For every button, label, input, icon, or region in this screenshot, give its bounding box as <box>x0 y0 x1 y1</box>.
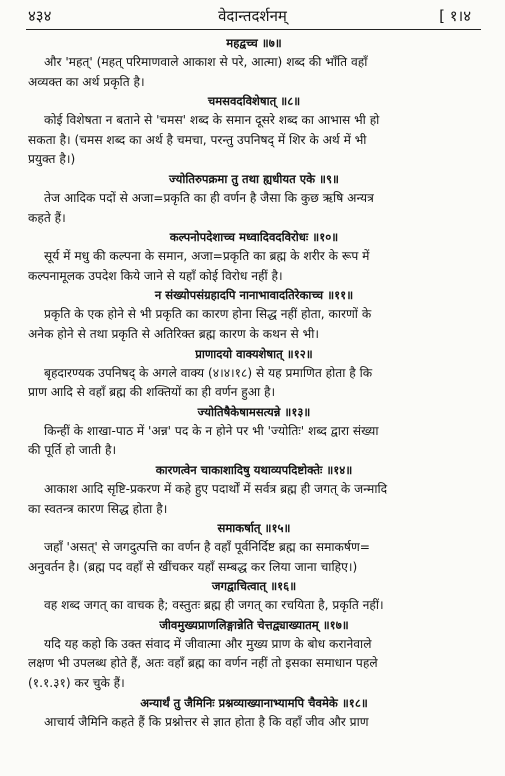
commentary-paragraph <box>28 713 480 733</box>
running-title: वेदान्तदर्शनम् <box>218 7 287 25</box>
text-line: यदि यह कहो कि उक्त संवाद में जीवात्मा और मुख्य प्राण के बोध करानेवाले <box>44 636 372 651</box>
sutra-heading: कल्पनोपदेशाच्च मध्वादिवदविरोधः ॥१०॥ <box>169 230 339 245</box>
sutra-heading: चमसवदविशेषात् ॥८॥ <box>207 94 301 109</box>
text-line: जहाँ 'असत्' से जगदुत्पत्ति का वर्णन है वहाँ पूर्वनिर्दिष्ट ब्रह्म का समाकर्षण= <box>44 540 370 555</box>
sutra-heading: महद्वच्च ॥७॥ <box>226 36 282 50</box>
text-line: कल्पनामूलक उपदेश किये जाने से यहाँ कोई विरोध नहीं है। <box>28 268 283 283</box>
commentary-paragraph <box>28 422 480 461</box>
text-line: का स्वतन्त्र कारण सिद्ध होता है। <box>28 501 168 516</box>
text-line: वह शब्द जगत् का वाचक है; वस्तुतः ब्रह्म ही जगत् का रचयिता है, प्रकृति नहीं। <box>44 598 384 613</box>
header-rule <box>26 29 481 30</box>
text-line: अव्यक्त का अर्थ प्रकृति है। <box>28 74 145 89</box>
sutra-heading: जगद्वाचित्वात् ॥१६॥ <box>211 579 297 594</box>
sutra-heading: न संख्योपसंग्रहादपि नानाभावादतिरेकाच्च ॥११॥ <box>154 288 354 303</box>
text-line: तेज आदिक पदों से अजा=प्रकृति का ही वर्णन है जैसा कि कुछ ऋषि अन्यत्र <box>44 190 374 205</box>
text-line: की पूर्ति हो जाती है। <box>28 443 117 458</box>
sutra-heading: अन्यार्थं तु जैमिनिः प्रश्नव्याख्यानाभ्यामपि चैवमेके ॥१८॥ <box>140 695 368 710</box>
sutra-heading: प्राणादयो वाक्यशेषात् ॥१२॥ <box>195 346 313 361</box>
sutra-heading: ज्योतिरुपक्रमा तु तथा ह्यधीयत एके ॥९॥ <box>169 171 339 186</box>
sutra-heading: समाकर्षात् ॥१५॥ <box>217 521 291 536</box>
commentary-paragraph <box>28 364 480 403</box>
text-line: (१.१.३१) कर चुके हैं। <box>28 676 125 691</box>
text-line: लक्षण भी उपलब्ध होते हैं, अतः वहाँ ब्रह्म का वर्णन नहीं तो इसका समाधान पहले <box>28 656 378 671</box>
text-line: बृहदारण्यक उपनिषद् के अगले वाक्य (४।४।१८) से यह प्रमाणित होता है कि <box>44 365 373 380</box>
text-line: आकाश आदि सृष्टि-प्रकरण में कहे हुए पदार्थों में सर्वत्र ब्रह्म ही जगत् के जन्मादि <box>44 481 388 496</box>
sutra-heading: ज्योतिषैकेषामसत्यन्ने ॥१३॥ <box>197 404 311 419</box>
commentary-paragraph <box>28 53 480 92</box>
text-line: कोई विशेषता न बताने से 'चमस' शब्द के समान दूसरे शब्द का आभास भी हो <box>44 113 380 128</box>
text-line: सूर्य में मधु की कल्पना के समान, अजा=प्रकृति का ब्रह्म के शरीर के रूप में <box>44 249 370 264</box>
commentary-paragraph <box>28 635 480 694</box>
text-line: प्राण आदि से वहाँ ब्रह्म की शक्तियों का ही वर्णन हुआ है। <box>28 385 276 400</box>
commentary-paragraph <box>28 247 480 286</box>
text-line: सकता है। (चमस शब्द का अर्थ है चमचा, परन्तु उपनिषद् में शिर के अर्थ में भी <box>28 132 367 147</box>
page-body <box>28 34 480 732</box>
text-line: प्रयुक्त है।) <box>28 152 76 167</box>
text-line: किन्हीं के शाखा-पाठ में 'अन्न' पद के न होने पर भी 'ज्योतिः' शब्द द्वारा संख्या <box>44 423 379 438</box>
page-number: ४३४ <box>28 7 52 25</box>
page-header <box>0 6 505 30</box>
commentary-paragraph <box>28 111 480 170</box>
commentary-paragraph <box>28 538 480 577</box>
sutra-reference: [ १।४ <box>439 7 471 25</box>
text-line: अनुवर्तन है। (ब्रह्म पद वहाँ से खींचकर यहाँ सम्बद्ध कर लिया जाना चाहिए।) <box>28 559 358 574</box>
text-line: कहते हैं। <box>28 210 66 225</box>
commentary-paragraph <box>28 305 480 344</box>
sutra-heading: जीवमुख्यप्राणलिङ्गान्नेति चेत्तद्व्याख्यातम् ॥१७॥ <box>159 617 349 632</box>
text-line: आचार्य जैमिनि कहते हैं कि प्रश्नोत्तर से ज्ञात होता है कि वहाँ जीव और प्राण <box>44 714 369 729</box>
commentary-paragraph <box>28 480 480 519</box>
commentary-paragraph <box>28 596 480 616</box>
commentary-paragraph <box>28 189 480 228</box>
text-line: और 'महत्' (महत् परिमाणवाले आकाश से परे, आत्मा) शब्द की भाँति वहाँ <box>44 55 368 69</box>
sutra-heading: कारणत्वेन चाकाशादिषु यथाव्यपदिष्टोक्तेः ॥१४॥ <box>155 462 353 477</box>
text-line: अनेक होने से तथा प्रकृति से अतिरिक्त ब्रह्म कारण के कथन से भी। <box>28 326 320 341</box>
text-line: प्रकृति के एक होने से भी प्रकृति का कारण होना सिद्ध नहीं होता, कारणों के <box>44 307 372 322</box>
